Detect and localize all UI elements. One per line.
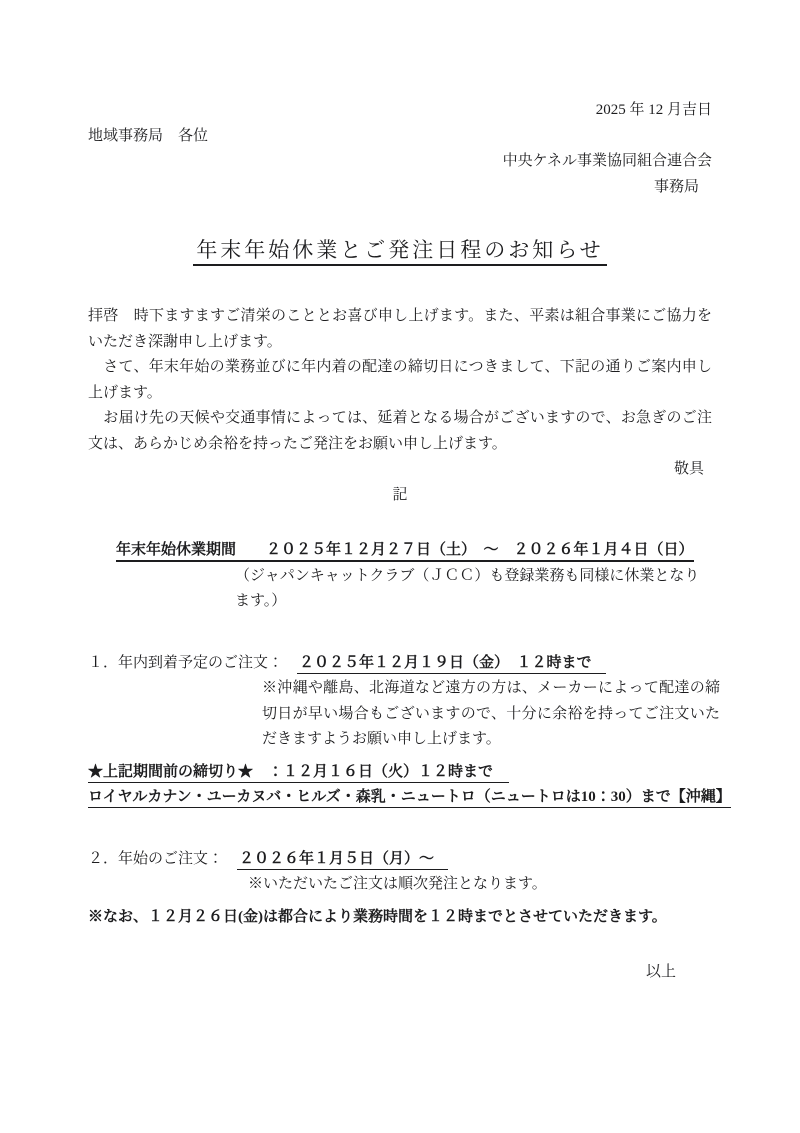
section1-remote-note: ※沖縄や離島、北海道など遠方の方は、メーカーによって配達の締切日が早い場合もございますので、十分に余裕を持ってご注文いただきますようお願い申し上げます。	[262, 680, 720, 747]
section2-start-value: ２０２６年１月５日（月）～	[237, 851, 448, 870]
section2-label: ２．年始のご注文：	[88, 850, 224, 867]
record-marker: 記	[392, 486, 408, 503]
holiday-period-value: ２０２５年１２月２７日（土） ～ ２０２６年１月４日（日）	[266, 542, 694, 558]
sender-department: 事務局	[653, 178, 699, 195]
holiday-period-label: 年末年始休業期間	[116, 542, 237, 558]
section2-order-line	[88, 847, 712, 873]
section1-order-line	[88, 651, 712, 677]
document-title	[88, 233, 712, 268]
section1-deadline-value: ２０２５年１２月１９日（金） １２時まで	[297, 655, 606, 674]
early-deadline-line2-text: ロイヤルカナン・ユーカヌバ・ヒルズ・森乳・ニュートロ（ニュートロは10：30）まで【沖縄】	[88, 789, 731, 808]
early-deadline-block	[88, 760, 731, 811]
sender-organization: 中央ケネル事業協同組合連合会	[502, 153, 712, 169]
holiday-period-underline	[116, 542, 694, 562]
greeting-paragraph-2: さて、年末年始の業務並びに年内着の配達の締切日につきまして、下記の通りご案内申し上げます。	[88, 359, 712, 401]
greeting-paragraph-3: お届け先の天候や交通事情によっては、延着となる場合がございますので、お急ぎのご注文は、あらかじめ余裕を持ったご発注をお願い申し上げます。	[88, 410, 712, 452]
closing-keigu: 敬具	[673, 461, 704, 477]
early-deadline-line2	[88, 785, 731, 811]
document-title-text: 年末年始休業とご発注日程のお知らせ	[193, 238, 606, 266]
recipient-line: 地域事務局 各位	[88, 127, 209, 144]
business-hours-notice: ※なお、１２月２６日(金)は都合により業務時間を１２時までとさせていただきます。	[88, 908, 667, 925]
greeting-paragraph-1: 拝啓 時下ますますご清栄のこととお喜び申し上げます。また、平素は組合事業にご協力をいただき深謝申し上げます。	[88, 308, 712, 350]
section1-label: １．年内到着予定のご注文：	[88, 654, 284, 671]
early-deadline-line1-text: ★上記期間前の締切り★ ：１２月１６日（火）１２時まで	[88, 764, 509, 783]
holiday-note: （ジャパンキャットクラブ（ＪＣＣ）も登録業務も同様に休業となります。）	[235, 567, 700, 609]
holiday-period-line	[116, 538, 712, 564]
section2-note: ※いただいたご注文は順次発注となります。	[248, 876, 547, 892]
end-marker: 以上	[645, 964, 676, 980]
greeting-body	[88, 304, 712, 457]
early-deadline-line1	[88, 760, 712, 786]
document-date: 2025 年 12 月吉日	[595, 102, 712, 118]
